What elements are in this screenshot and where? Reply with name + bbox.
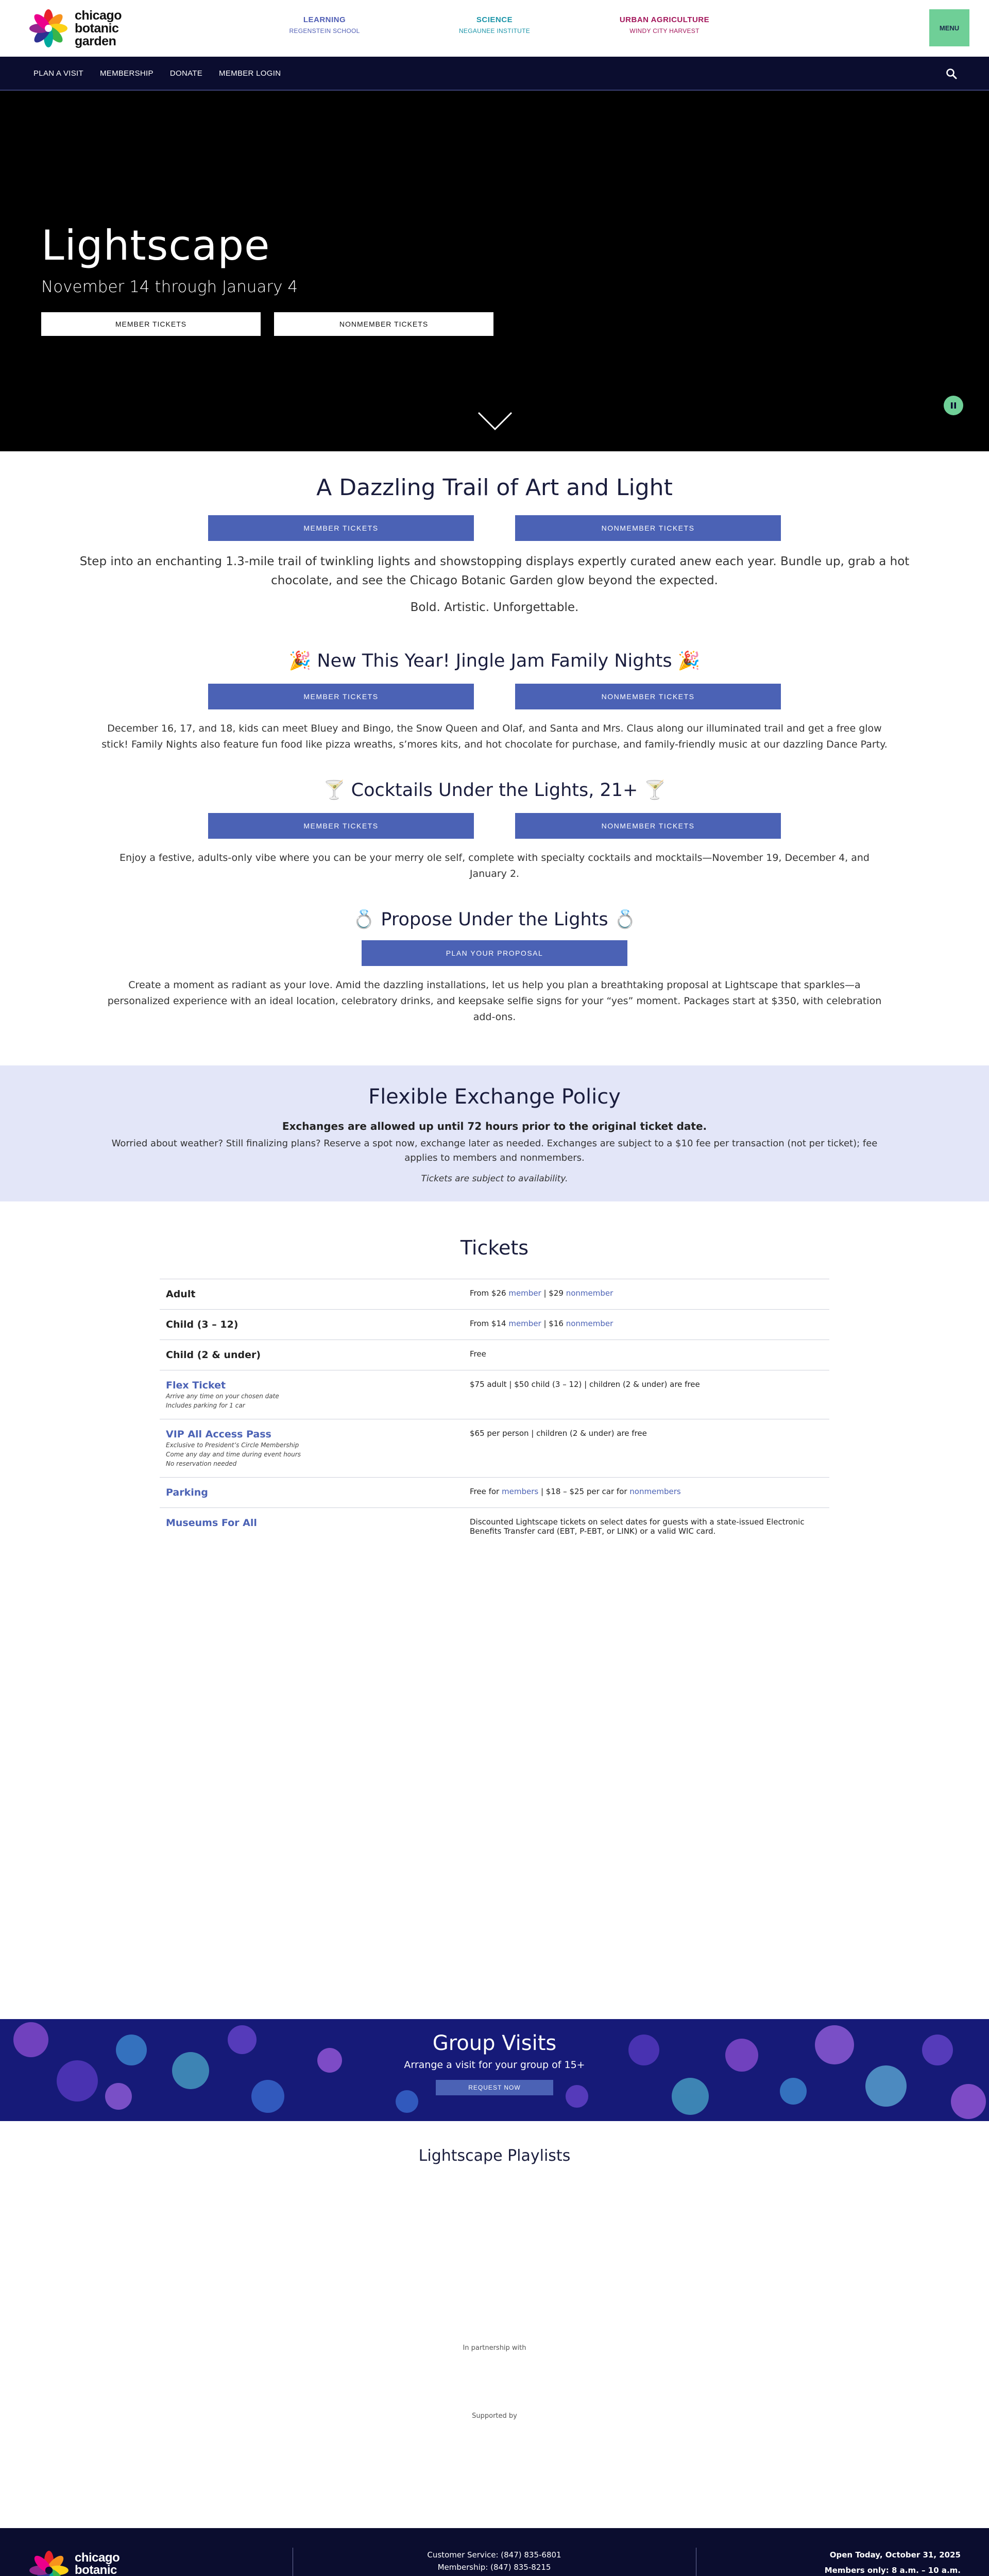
footer-logo[interactable] [28, 2550, 120, 2576]
table-row [160, 1340, 829, 1370]
intro-title: A Dazzling Trail of Art and Light [316, 474, 673, 501]
price-text: Discounted Lightscape tickets on select dates for guests with a state-issued Electronic Benefits Transfer card (EBT, P-EBT, or LINK) or a valid WIC card. [470, 1517, 805, 1536]
ticket-type [160, 1340, 464, 1370]
supported-by-label: Supported by [472, 2412, 517, 2420]
footer-hours [823, 2549, 961, 2576]
site-footer [0, 2528, 989, 2576]
exchange-body: Worried about weather? Still finalizing plans? Reserve a spot now, exchange later as needed. Exchanges are subject to a $10 fee per transaction (not per ticket); fee applies to members and nonmembers. [111, 1138, 878, 1163]
pause-icon [950, 402, 957, 409]
members-hours: Members only: 8 a.m. – 10 a.m. [824, 2566, 961, 2575]
ticket-price [464, 1310, 829, 1340]
ticket-price [464, 1370, 829, 1419]
ticket-type-label: Flex Ticket [166, 1380, 226, 1391]
playlists-title: Lightscape Playlists [418, 2147, 571, 2165]
cocktails-member-tickets-button[interactable]: MEMBER TICKETS [208, 813, 474, 839]
price-text: Free [470, 1349, 486, 1359]
intro-nonmember-tickets-button[interactable]: NONMEMBER TICKETS [515, 515, 781, 541]
member-link[interactable]: member [508, 1319, 541, 1328]
tickets-table [160, 1279, 829, 1545]
exchange-note: Tickets are subject to availability. [421, 1174, 568, 1184]
price-text: $75 adult | $50 child (3 – 12) | children (2 & under) are free [470, 1380, 700, 1389]
program-learning-subtitle: REGENSTEIN SCHOOL [289, 27, 360, 35]
group-visits-title: Group Visits [432, 2031, 557, 2055]
ticket-note: Includes parking for 1 car [166, 1402, 245, 1409]
ticket-type [160, 1279, 464, 1310]
nav-donate[interactable]: DONATE [169, 69, 203, 78]
family-nights-description: December 16, 17, and 18, kids can meet Bluey and Bingo, the Snow Queen and Olaf, and Santa and Mrs. Claus along our illuminated trail and get a free glow stick! Family Nights also feature fun food like pizza wreaths, s’mores kits, and hot chocolate for purchase, and family-friendly music at our dazzling Dance Party. [101, 723, 888, 750]
price-text: | $29 [541, 1289, 566, 1298]
price-text: | $16 [541, 1319, 566, 1328]
cocktails-section [0, 779, 989, 882]
tickets-section [0, 1236, 989, 1545]
price-text: | $18 – $25 per car for [538, 1487, 630, 1496]
main-nav [0, 57, 989, 91]
ticket-price [464, 1279, 829, 1310]
family-member-tickets-button[interactable]: MEMBER TICKETS [208, 684, 474, 709]
logo-flower-icon [28, 8, 69, 48]
exchange-headline: Exchanges are allowed up until 72 hours prior to the original ticket date. [282, 1120, 707, 1132]
hero-member-tickets-button[interactable]: MEMBER TICKETS [41, 312, 261, 336]
hero-banner [0, 91, 989, 451]
table-row [160, 1310, 829, 1340]
plan-proposal-button[interactable]: PLAN YOUR PROPOSAL [362, 940, 627, 966]
ticket-note: Exclusive to President’s Circle Membership [166, 1442, 299, 1449]
site-logo[interactable] [28, 8, 122, 48]
price-text: From $14 [470, 1319, 509, 1328]
program-science[interactable] [410, 15, 579, 35]
table-row [160, 1419, 829, 1478]
customer-service-phone: Customer Service: (847) 835-6801 [427, 2550, 561, 2560]
group-visits-subtitle: Arrange a visit for your group of 15+ [404, 2059, 585, 2071]
menu-button[interactable]: MENU [929, 9, 969, 46]
nonmember-link[interactable]: nonmember [566, 1289, 613, 1298]
exchange-title: Flexible Exchange Policy [368, 1085, 621, 1109]
program-science-title: SCIENCE [476, 15, 513, 24]
hero-title: Lightscape [41, 222, 270, 269]
footer-logo-wordmark: chicago botanic [75, 2551, 120, 2576]
nav-member-login[interactable]: MEMBER LOGIN [219, 69, 281, 78]
intro-description: Step into an enchanting 1.3-mile trail of twinkling lights and showstopping displays expertly curated anew each year. Bundle up, grab a hot chocolate, and see the Chicago Botanic Garden glow beyond the expected. [79, 555, 910, 587]
request-now-button[interactable]: REQUEST NOW [436, 2080, 553, 2095]
cocktails-title: 🍸 Cocktails Under the Lights, 21+ 🍸 [322, 780, 667, 801]
nonmember-link[interactable]: nonmember [566, 1319, 613, 1328]
propose-description: Create a moment as radiant as your love. Amid the dazzling installations, let us help you plan a breathtaking proposal at Lightscape that sparkles—a personalized experience with an ideal location, celebratory drinks, and keepsake selfie signs for your “yes” moment. Packages start at $350, with celebration add-ons. [107, 979, 882, 1023]
program-urban-agriculture[interactable] [579, 15, 749, 35]
exchange-policy-section [0, 1065, 989, 1201]
chevron-down-icon[interactable] [477, 411, 513, 432]
membership-phone: Membership: (847) 835-8215 [437, 2563, 551, 2572]
members-link[interactable]: members [502, 1487, 539, 1496]
ticket-note: No reservation needed [166, 1460, 237, 1467]
ticket-type [160, 1310, 464, 1340]
member-link[interactable]: member [508, 1289, 541, 1298]
tickets-title: Tickets [460, 1236, 529, 1259]
ticket-type[interactable] [160, 1370, 464, 1419]
open-today-label: Open Today, October 31, 2025 [829, 2550, 961, 2560]
ticket-note: Arrive any time on your chosen date [166, 1393, 279, 1400]
ticket-note: Come any day and time during event hours [166, 1451, 301, 1458]
hero-nonmember-tickets-button[interactable]: NONMEMBER TICKETS [274, 312, 493, 336]
family-nights-section [0, 650, 989, 753]
intro-tagline: Bold. Artistic. Unforgettable. [410, 601, 579, 614]
propose-title: 💍 Propose Under the Lights 💍 [352, 909, 637, 930]
program-learning-title: LEARNING [303, 15, 346, 24]
cocktails-nonmember-tickets-button[interactable]: NONMEMBER TICKETS [515, 813, 781, 839]
ticket-type-label: Museums For All [166, 1517, 257, 1529]
hero-subtitle: November 14 through January 4 [41, 278, 298, 296]
footer-contact [293, 2549, 696, 2573]
price-text: Free for [470, 1487, 502, 1496]
nav-membership[interactable]: MEMBERSHIP [99, 69, 154, 78]
price-text: From $26 [470, 1289, 509, 1298]
program-science-subtitle: NEGAUNEE INSTITUTE [458, 27, 531, 35]
ticket-type-label: Child (3 – 12) [166, 1319, 238, 1330]
group-visits-banner [0, 2019, 989, 2121]
ticket-price [464, 1508, 829, 1546]
search-icon[interactable] [946, 68, 957, 79]
ticket-type-label: Parking [166, 1487, 208, 1498]
playlists-section [0, 2121, 989, 2528]
ticket-type-label: Child (2 & under) [166, 1349, 261, 1361]
intro-section [0, 451, 989, 614]
table-row [160, 1478, 829, 1508]
nonmembers-link[interactable]: nonmembers [629, 1487, 681, 1496]
table-row [160, 1508, 829, 1546]
propose-section [0, 909, 989, 1025]
price-text: $65 per person | children (2 & under) are free [470, 1429, 647, 1438]
ticket-price [464, 1419, 829, 1478]
cocktails-description: Enjoy a festive, adults-only vibe where you can be your merry ole self, complete with specialty cocktails and mocktails—November 19, December 4, and January 2. [120, 852, 869, 879]
ticket-price [464, 1340, 829, 1370]
family-nights-title: 🎉 New This Year! Jingle Jam Family Nights 🎉 [288, 651, 701, 671]
table-row [160, 1370, 829, 1419]
table-row [160, 1279, 829, 1310]
pause-video-button[interactable] [944, 396, 963, 415]
ticket-type-label: VIP All Access Pass [166, 1429, 271, 1440]
logo-wordmark: chicago botanic garden [75, 8, 122, 48]
ticket-type[interactable] [160, 1478, 464, 1508]
program-urban-title: URBAN AGRICULTURE [619, 15, 710, 24]
partnership-label: In partnership with [463, 2344, 526, 2352]
intro-member-tickets-button[interactable]: MEMBER TICKETS [208, 515, 474, 541]
site-header [0, 0, 989, 91]
logo-flower-icon [28, 2550, 70, 2576]
ticket-type[interactable] [160, 1508, 464, 1546]
program-learning[interactable] [240, 15, 410, 35]
family-nonmember-tickets-button[interactable]: NONMEMBER TICKETS [515, 684, 781, 709]
ticket-type-label: Adult [166, 1289, 196, 1300]
program-urban-subtitle: WINDY CITY HARVEST [629, 27, 700, 35]
ticket-price [464, 1478, 829, 1508]
nav-plan-a-visit[interactable]: PLAN A VISIT [33, 69, 83, 78]
ticket-type[interactable] [160, 1419, 464, 1478]
